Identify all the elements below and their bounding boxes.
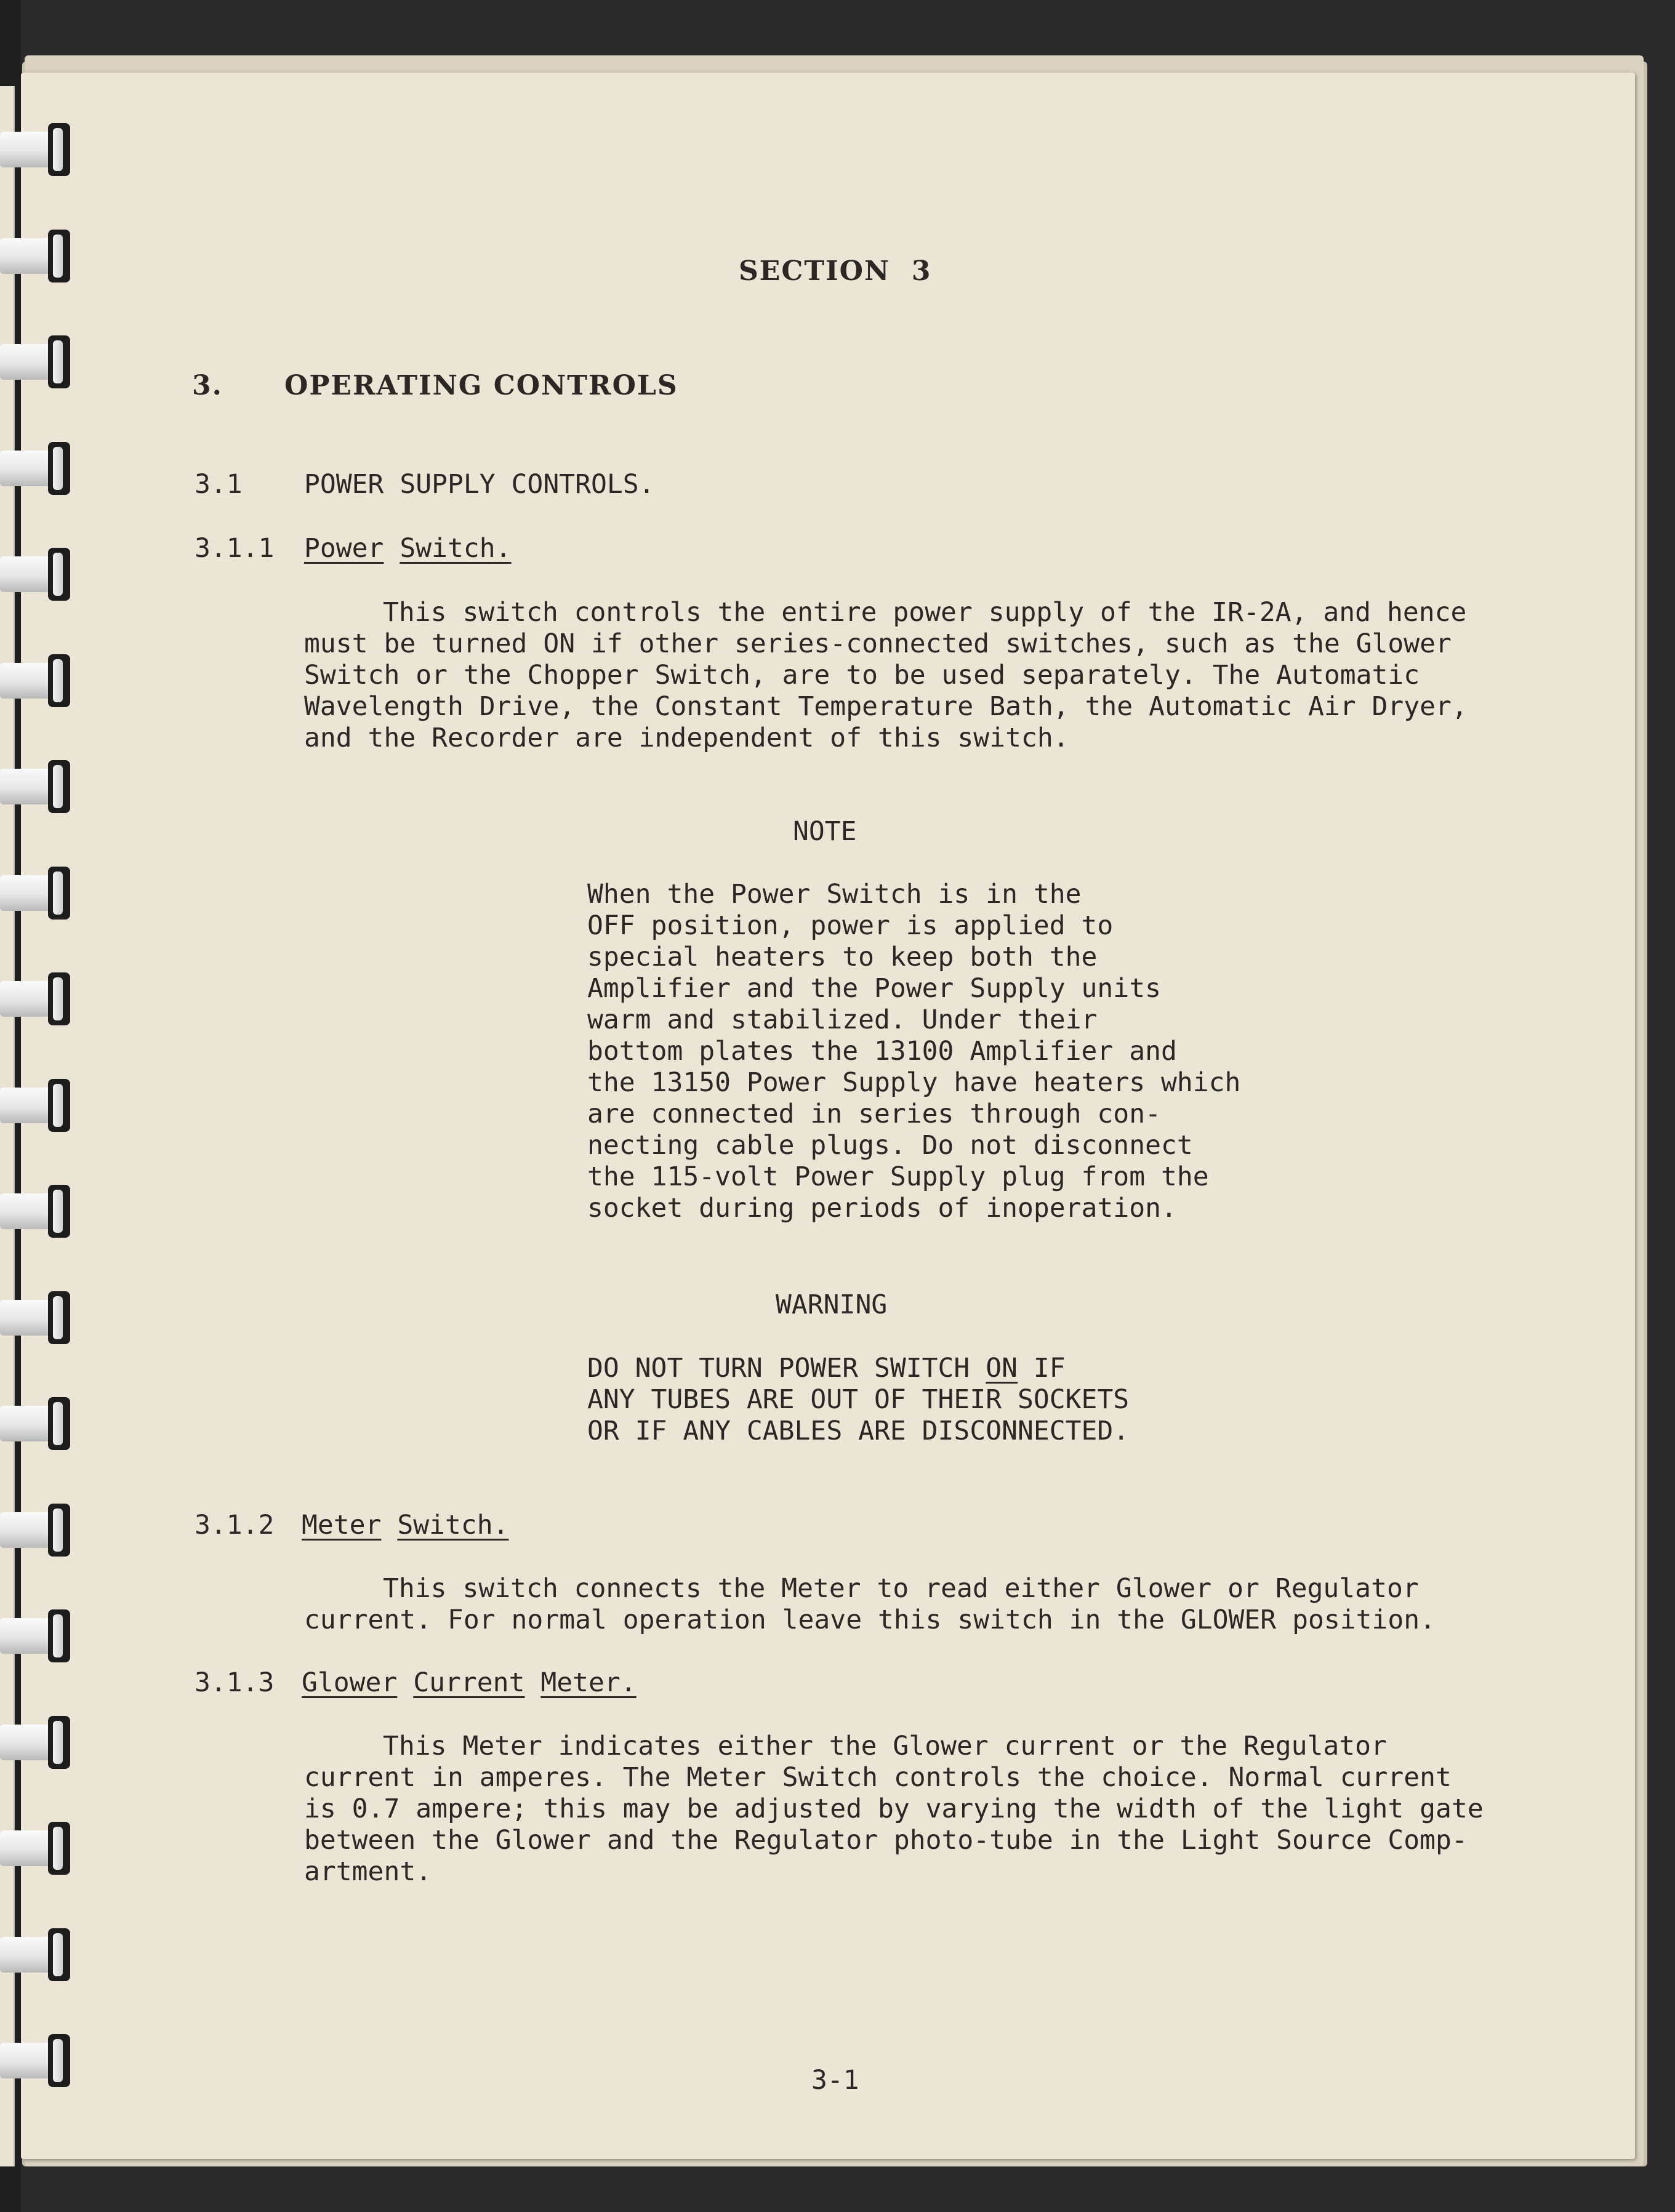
subsection-title [304, 533, 512, 564]
binding-ring [0, 1822, 73, 1876]
subsection-title [302, 1667, 637, 1699]
title-word: Current [413, 1667, 525, 1698]
chapter-number: 3. [192, 370, 223, 401]
binding-ring [0, 867, 73, 921]
warning-line-3: OR IF ANY CABLES ARE DISCONNECTED. [587, 1416, 1130, 1446]
section-title: POWER SUPPLY CONTROLS. [304, 469, 655, 500]
title-word: Switch. [397, 1510, 509, 1541]
binding-ring [0, 1397, 73, 1451]
binding-ring [0, 1079, 73, 1133]
title-word: Meter. [540, 1667, 637, 1698]
warning-heading: WARNING [776, 1289, 888, 1320]
paragraph-glower-meter: This Meter indicates either the Glower current or the Regulator current in amperes. The Meter Switch controls the choice. Normal current is 0.7 ampere; this may be adjusted by varying the width of the light gate between the Glower and the Regulator photo-tube in the Light Source Comp- artment. [304, 1731, 1484, 1887]
note-heading: NOTE [793, 816, 857, 847]
page-number: 3-1 [811, 2065, 859, 2096]
binding-ring [0, 654, 73, 708]
binding-ring [0, 1609, 73, 1664]
warning-text: DO NOT TURN POWER SWITCH [587, 1353, 986, 1384]
paragraph-power-switch: This switch controls the entire power supply of the IR-2A, and hence must be turned ON if other series-connected switches, such as the Glower Switch or the Chopper Switch, are to be used separately. The Automatic Wavelength Drive, the Constant Temperature Bath, the Automatic Air Dryer, and the Recorder are independent of this switch. [304, 597, 1468, 753]
title-word: Switch. [400, 533, 512, 564]
binding-ring [0, 760, 73, 814]
subsection-title [302, 1510, 509, 1541]
binding-ring [0, 1716, 73, 1770]
subsection-number: 3.1.3 [195, 1667, 275, 1698]
section-number: 3.1 [195, 469, 243, 500]
binding-ring [0, 1185, 73, 1239]
warning-line-1 [587, 1353, 1066, 1384]
binding-ring [0, 1928, 73, 1982]
binding-ring [0, 442, 73, 496]
binding-ring [0, 548, 73, 602]
binding-ring [0, 972, 73, 1027]
binding-ring [0, 230, 73, 284]
binding-ring [0, 1504, 73, 1558]
note-body: When the Power Switch is in the OFF position, power is applied to special heaters to keep both the Amplifier and the Power Supply units warm and stabilized. Under their bottom plates the 13100 Amplifier and the 13150 Power Supply have heaters which are connected in series through con- necting cable plugs. Do not disconnect the 115-volt Power Supply plug from the socket during periods of inoperation. [587, 879, 1241, 1224]
subsection-number: 3.1.2 [195, 1510, 275, 1541]
binding-ring [0, 335, 73, 390]
subsection-number: 3.1.1 [195, 533, 275, 564]
warning-emphasis: ON [986, 1353, 1018, 1384]
warning-line-2: ANY TUBES ARE OUT OF THEIR SOCKETS [587, 1384, 1130, 1415]
section-header: SECTION 3 [739, 255, 932, 287]
binding-ring [0, 1291, 73, 1345]
title-word: Meter [302, 1510, 382, 1541]
title-word: Glower [302, 1667, 398, 1698]
title-word: Power [304, 533, 384, 564]
binding-ring [0, 2034, 73, 2088]
binding-ring [0, 123, 73, 177]
warning-text: IF [1018, 1353, 1066, 1384]
paragraph-meter-switch: This switch connects the Meter to read either Glower or Regulator current. For normal operation leave this switch in the GLOWER position. [304, 1573, 1436, 1635]
chapter-title: OPERATING CONTROLS [284, 370, 678, 401]
